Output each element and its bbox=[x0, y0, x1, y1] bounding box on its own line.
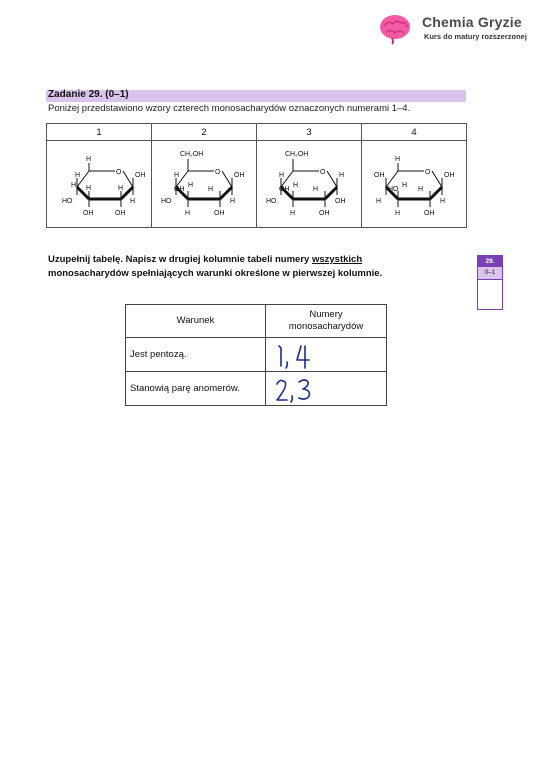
atom-label: H bbox=[188, 182, 194, 189]
atom-label: HO bbox=[161, 198, 172, 205]
atom-label: H bbox=[402, 182, 408, 189]
atom-label: H bbox=[185, 210, 191, 217]
score-box-range: 0–1 bbox=[478, 267, 502, 280]
handwritten-answer-1-4 bbox=[267, 340, 327, 370]
atom-label: OH bbox=[424, 210, 435, 217]
atom-label: OH bbox=[115, 210, 126, 217]
atom-label: H bbox=[279, 172, 285, 179]
score-box bbox=[477, 255, 503, 310]
atom-label: O bbox=[425, 169, 431, 176]
answer-cell[interactable] bbox=[266, 372, 387, 406]
atom-label: OH bbox=[234, 172, 245, 179]
structures-table bbox=[46, 123, 467, 228]
answer-table-header-condition: Warunek bbox=[126, 305, 266, 338]
task-title: Zadanie 29. (0–1) bbox=[48, 89, 129, 100]
haworth-structure-2 bbox=[152, 141, 256, 227]
atom-label: H bbox=[174, 172, 180, 179]
atom-label: H bbox=[376, 198, 382, 205]
atom-label: OH bbox=[444, 172, 455, 179]
atom-label: H bbox=[395, 210, 401, 217]
atom-label: H bbox=[130, 198, 136, 205]
structure-cell-3 bbox=[257, 141, 362, 228]
atom-label: H bbox=[208, 186, 214, 193]
atom-label: H bbox=[440, 198, 446, 205]
atom-label: H bbox=[86, 185, 92, 192]
atom-label: H bbox=[75, 172, 81, 179]
structure-number-1: 1 bbox=[47, 124, 152, 141]
logo-title: Chemia Gryzie bbox=[422, 14, 522, 30]
handwritten-answer-2-3 bbox=[267, 374, 327, 404]
answer-table bbox=[125, 304, 387, 406]
atom-label: OH bbox=[335, 198, 346, 205]
atom-label: OH bbox=[174, 186, 185, 193]
structure-cell-1 bbox=[47, 141, 152, 228]
atom-label: O bbox=[215, 169, 221, 176]
condition-cell: Jest pentozą. bbox=[126, 338, 266, 372]
instruction-emphasis: wszystkich bbox=[311, 254, 363, 265]
atom-label: O bbox=[320, 169, 326, 176]
atom-label: H bbox=[339, 172, 345, 179]
task-intro: Poniżej przedstawiono wzory czterech monosacharydów oznaczonych numerami 1–4. bbox=[48, 103, 411, 114]
atom-label: HO bbox=[388, 186, 399, 193]
atom-label: HO bbox=[266, 198, 277, 205]
haworth-structure-4 bbox=[362, 141, 466, 227]
brain-icon bbox=[378, 12, 412, 46]
atom-label: H bbox=[418, 186, 424, 193]
structure-cell-4 bbox=[362, 141, 467, 228]
atom-label: HO bbox=[62, 198, 73, 205]
atom-label: H bbox=[118, 185, 124, 192]
answer-cell[interactable] bbox=[266, 338, 387, 372]
atom-label: OH bbox=[279, 186, 290, 193]
score-box-input[interactable] bbox=[478, 280, 502, 307]
logo-subtitle: Kurs do matury rozszerzonej bbox=[424, 32, 527, 41]
structure-cell-2 bbox=[152, 141, 257, 228]
atom-label: CH₂OH bbox=[180, 151, 204, 158]
haworth-structure-3 bbox=[257, 141, 361, 227]
atom-label: H bbox=[290, 210, 296, 217]
atom-label: H bbox=[71, 182, 77, 189]
atom-label: OH bbox=[214, 210, 225, 217]
atom-label: H bbox=[313, 186, 319, 193]
atom-label: CH₂OH bbox=[285, 151, 309, 158]
score-box-number: 29. bbox=[478, 256, 502, 267]
atom-label: OH bbox=[374, 172, 385, 179]
atom-label: OH bbox=[319, 210, 330, 217]
answer-table-header-numbers-text: Numery monosacharydów bbox=[288, 309, 364, 332]
atom-label: H bbox=[86, 156, 92, 163]
structure-number-3: 3 bbox=[257, 124, 362, 141]
atom-label: OH bbox=[135, 172, 146, 179]
structure-number-2: 2 bbox=[152, 124, 257, 141]
instruction-part-1: Uzupełnij tabelę. Napisz w drugiej kolumnie tabeli numery bbox=[48, 254, 312, 265]
logo bbox=[378, 12, 548, 48]
atom-label: H bbox=[395, 156, 401, 163]
instruction-text bbox=[48, 253, 382, 281]
condition-cell: Stanowią parę anomerów. bbox=[126, 372, 266, 406]
atom-label: H bbox=[293, 182, 299, 189]
atom-label: OH bbox=[83, 210, 94, 217]
structure-number-4: 4 bbox=[362, 124, 467, 141]
haworth-structure-1 bbox=[47, 141, 151, 227]
atom-label: H bbox=[230, 198, 236, 205]
answer-table-header-numbers bbox=[266, 305, 387, 338]
atom-label: O bbox=[116, 169, 122, 176]
instruction-part-2: monosacharydów spełniających warunki określone w pierwszej kolumnie. bbox=[48, 268, 383, 279]
